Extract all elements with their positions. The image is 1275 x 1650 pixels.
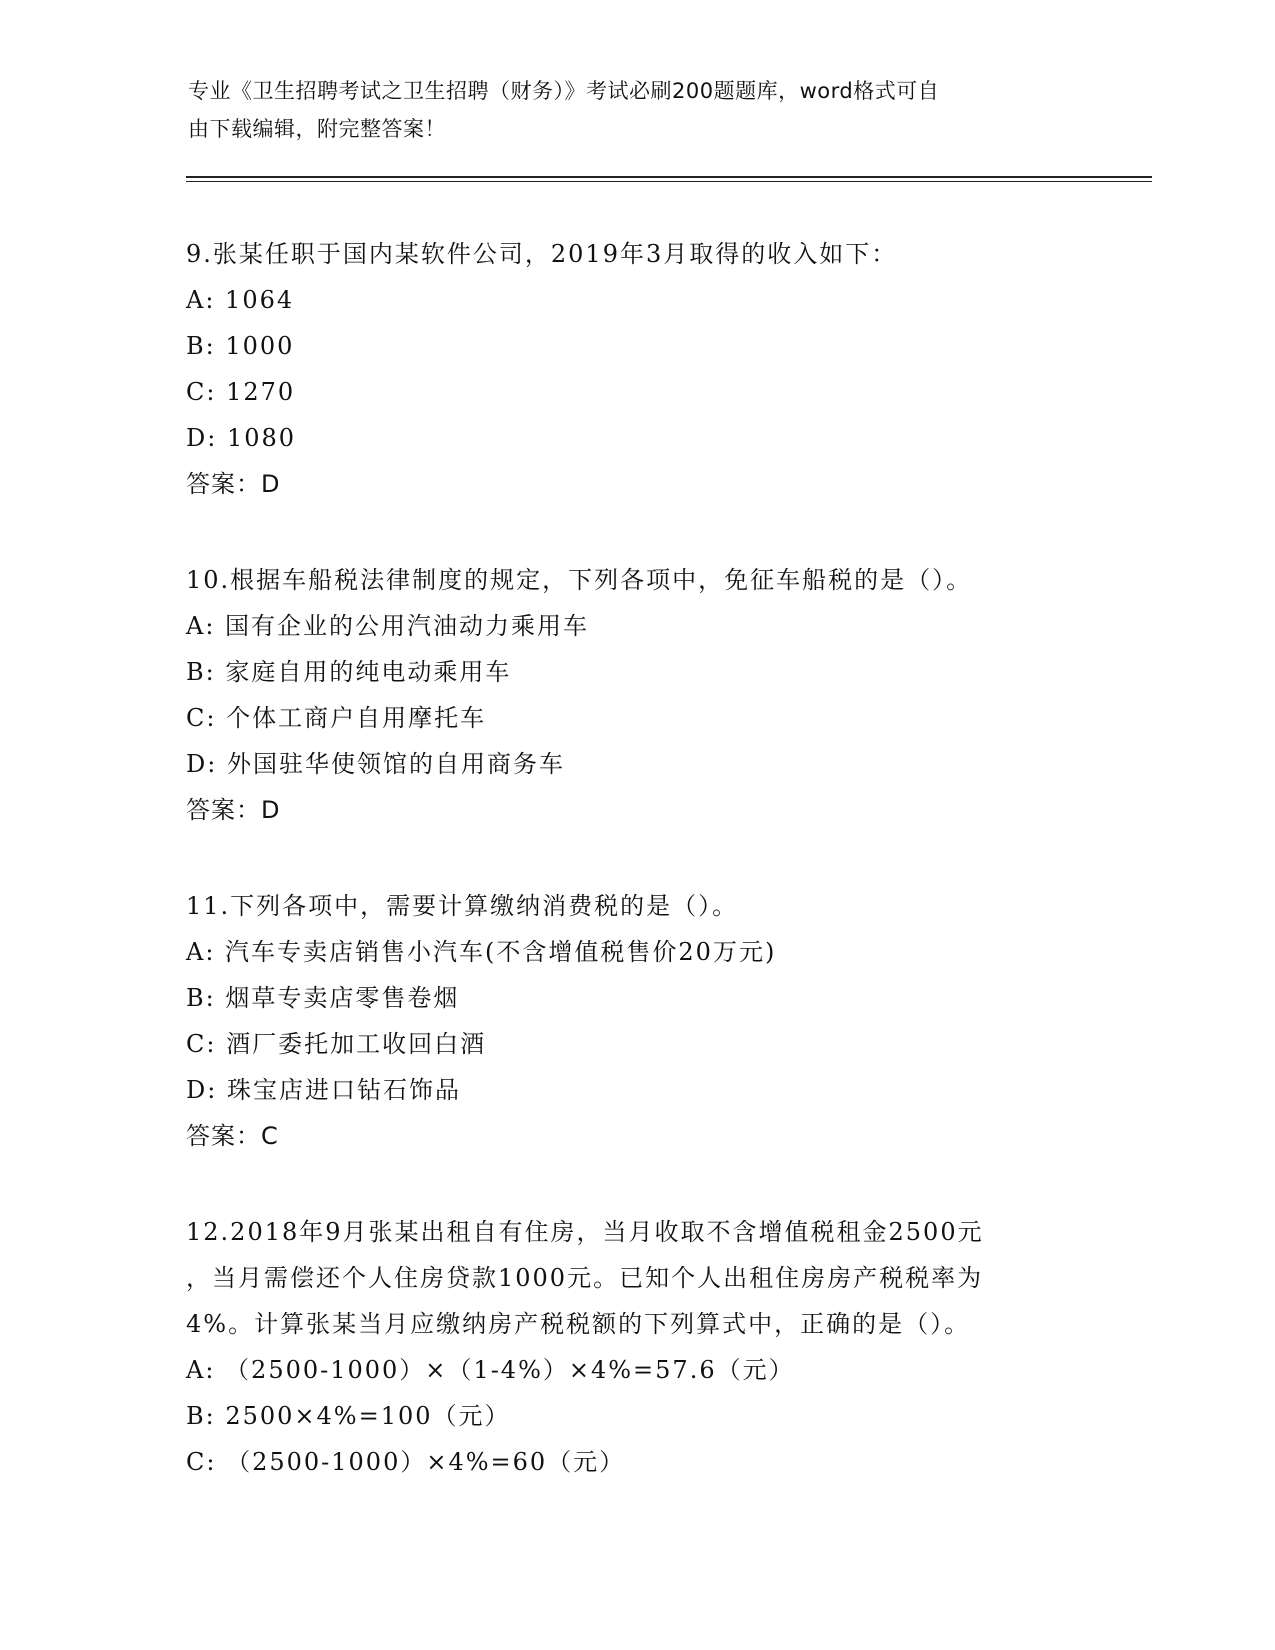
answer-label: 答案：D [186, 796, 281, 824]
option-c: C: 个体工商户自用摩托车 [186, 704, 487, 732]
answer-label: 答案：C [186, 1122, 279, 1150]
option-c: C: （2500-1000）×4%=60（元） [186, 1448, 626, 1476]
question-stem: 12.2018年9月张某出租自有住房，当月收取不含增值税租金2500元 ，当月需偿还个人住房贷款1000元。已知个人出租住房房产税税率为 4%。计算张某当月应缴纳房产税税额的下列算式中，正确的是（）。 [186, 1218, 984, 1338]
option-b: B: 2500×4%=100（元） [186, 1402, 511, 1430]
option-a: A: 国有企业的公用汽油动力乘用车 [186, 612, 590, 640]
option-b: B: 烟草专卖店零售卷烟 [186, 984, 460, 1012]
option-c: C: 酒厂委托加工收回白酒 [186, 1030, 487, 1058]
option-a: A: 1064 [186, 286, 295, 314]
answer-label: 答案：D [186, 470, 281, 498]
option-b: B: 1000 [186, 332, 295, 360]
option-d: D: 珠宝店进口钻石饰品 [186, 1076, 461, 1104]
question-stem: 9.张某任职于国内某软件公司，2019年3月取得的收入如下： [186, 240, 898, 268]
option-b: B: 家庭自用的纯电动乘用车 [186, 658, 512, 686]
question-10 [186, 557, 1086, 833]
question-12 [186, 1209, 1086, 1485]
option-c: C: 1270 [186, 378, 296, 406]
question-stem: 11.下列各项中，需要计算缴纳消费税的是（）。 [186, 892, 739, 920]
header-divider-thick [186, 176, 1152, 178]
option-d: D: 1080 [186, 424, 297, 452]
option-a: A: （2500-1000）×（1-4%）×4%=57.6（元） [186, 1356, 795, 1384]
header-line-2: 由下载编辑，附完整答案！ [188, 117, 446, 141]
question-11 [186, 883, 1086, 1159]
question-stem: 10.根据车船税法律制度的规定，下列各项中，免征车船税的是（）。 [186, 566, 973, 594]
question-9 [186, 231, 1086, 507]
header-line-1: 专业《卫生招聘考试之卫生招聘（财务）》考试必刷200题题库，word格式可自 [188, 79, 940, 103]
option-d: D: 外国驻华使领馆的自用商务车 [186, 750, 565, 778]
option-a: A: 汽车专卖店销售小汽车(不含增值税售价20万元) [186, 938, 777, 966]
header-divider-thin [186, 181, 1152, 182]
question-list [186, 231, 1086, 1485]
document-header [188, 72, 1068, 148]
